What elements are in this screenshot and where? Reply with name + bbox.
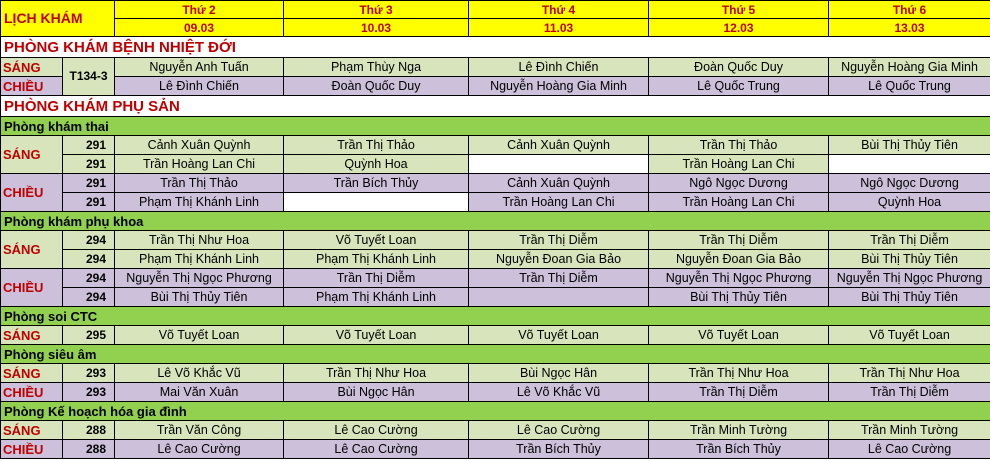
schedule-cell: Trần Thị Như Hoa [115,231,284,250]
schedule-cell: Cảnh Xuân Quỳnh [469,174,649,193]
day-date: 12.03 [649,19,829,37]
schedule-cell: Lê Cao Cường [284,440,469,459]
schedule-cell [829,155,990,174]
schedule-cell: Lê Cao Cường [829,440,990,459]
shift-label-morning: SÁNG [1,58,63,77]
schedule-cell: Cảnh Xuân Quỳnh [115,136,284,155]
schedule-cell: Lê Đình Chiến [469,58,649,77]
room-number: 291 [63,193,115,212]
subsection-row [1,345,990,364]
room-number: 295 [63,326,115,345]
schedule-cell: Nguyễn Thị Ngọc Phương [115,269,284,288]
schedule-cell: Nguyễn Đoan Gia Bảo [649,250,829,269]
schedule-cell: Trần Bích Thủy [649,440,829,459]
section-row [1,37,990,58]
schedule-cell: Nguyễn Hoàng Gia Minh [469,77,649,96]
table-row [1,155,990,174]
schedule-cell: Võ Tuyết Loan [284,231,469,250]
schedule-cell: Lê Quốc Trung [829,77,990,96]
schedule-cell: Quỳnh Hoa [829,193,990,212]
schedule-cell: Trần Thị Diễm [829,383,990,402]
section-title: PHÒNG KHÁM BỆNH NHIỆT ĐỚI [1,37,990,58]
table-row [1,77,990,96]
schedule-cell: Trần Thị Diễm [469,231,649,250]
shift-label-afternoon: CHIỀU [1,174,63,212]
section-row [1,96,990,117]
schedule-cell: Phạm Thị Khánh Linh [115,250,284,269]
room-number: 288 [63,421,115,440]
room-number: 293 [63,383,115,402]
room-number: 293 [63,364,115,383]
schedule-cell: Đoàn Quốc Duy [284,77,469,96]
schedule-title: LỊCH KHÁM [1,1,115,37]
schedule-cell: Trần Thị Như Hoa [829,364,990,383]
table-row [1,58,990,77]
schedule-cell: Trần Hoàng Lan Chi [115,155,284,174]
schedule-cell: Lê Quốc Trung [649,77,829,96]
schedule-cell: Trần Thị Diễm [829,231,990,250]
room-number: 294 [63,231,115,250]
table-row [1,250,990,269]
room-number: 288 [63,440,115,459]
schedule-cell: Trần Thị Diễm [649,231,829,250]
day-date: 11.03 [469,19,649,37]
schedule-cell: Phạm Thị Khánh Linh [284,250,469,269]
schedule-cell: Lê Cao Cường [469,421,649,440]
subsection-title: Phòng khám phụ khoa [1,212,990,231]
schedule-cell: Trần Minh Tường [829,421,990,440]
schedule-cell: Nguyễn Đoan Gia Bảo [469,250,649,269]
shift-label-morning: SÁNG [1,136,63,174]
schedule-cell: Bùi Thị Thủy Tiên [649,288,829,307]
schedule-cell: Cảnh Xuân Quỳnh [469,136,649,155]
subsection-title: Phòng Kế hoạch hóa gia đình [1,402,990,421]
day-name: Thứ 5 [649,1,829,19]
schedule-cell: Bùi Thị Thủy Tiên [829,288,990,307]
subsection-row [1,307,990,326]
shift-label-afternoon: CHIỀU [1,77,63,96]
schedule-cell: Trần Hoàng Lan Chi [469,193,649,212]
subsection-title: Phòng khám thai [1,117,990,136]
schedule-cell: Trần Thị Thảo [115,174,284,193]
schedule-cell: Lê Võ Khắc Vũ [469,383,649,402]
schedule-cell: Lê Cao Cường [284,421,469,440]
day-name: Thứ 2 [115,1,284,19]
subsection-title: Phòng soi CTC [1,307,990,326]
schedule-cell: Lê Võ Khắc Vũ [115,364,284,383]
table-row [1,231,990,250]
room-number: 291 [63,155,115,174]
subsection-title: Phòng siêu âm [1,345,990,364]
schedule-cell: Ngô Ngọc Dương [649,174,829,193]
schedule-cell [469,288,649,307]
day-date: 10.03 [284,19,469,37]
schedule-cell: Trần Thị Thảo [284,136,469,155]
table-row [1,136,990,155]
table-row [1,440,990,459]
schedule-cell: Bùi Thị Thủy Tiên [829,136,990,155]
schedule-cell: Võ Tuyết Loan [469,326,649,345]
schedule-cell: Mai Văn Xuân [115,383,284,402]
schedule-cell: Nguyễn Thị Ngọc Phương [649,269,829,288]
schedule-cell: Trần Thị Diễm [284,269,469,288]
room-number: 294 [63,250,115,269]
schedule-cell: Bùi Thị Thủy Tiên [115,288,284,307]
room-number: 291 [63,174,115,193]
schedule-cell: Đoàn Quốc Duy [649,58,829,77]
shift-label-morning: SÁNG [1,364,63,383]
room-number: T134-3 [63,58,115,96]
table-row [1,288,990,307]
section-title: PHÒNG KHÁM PHỤ SẢN [1,96,990,117]
table-row [1,174,990,193]
subsection-row [1,117,990,136]
table-row [1,383,990,402]
day-date: 13.03 [829,19,990,37]
subsection-row [1,212,990,231]
schedule-cell: Trần Thị Như Hoa [284,364,469,383]
schedule-cell: Phạm Thùy Nga [284,58,469,77]
room-number: 294 [63,269,115,288]
schedule-cell: Ngô Ngọc Dương [829,174,990,193]
schedule-cell: Bùi Thị Thủy Tiên [829,250,990,269]
day-date: 09.03 [115,19,284,37]
schedule-cell: Võ Tuyết Loan [284,326,469,345]
schedule-cell: Phạm Thị Khánh Linh [284,288,469,307]
schedule-cell: Trần Bích Thủy [469,440,649,459]
shift-label-afternoon: CHIỀU [1,383,63,402]
table-row [1,193,990,212]
schedule-cell: Bùi Ngọc Hân [284,383,469,402]
schedule-cell: Nguyễn Hoàng Gia Minh [829,58,990,77]
room-number: 294 [63,288,115,307]
schedule-cell: Trần Hoàng Lan Chi [649,155,829,174]
schedule-cell: Trần Thị Như Hoa [649,364,829,383]
schedule-cell: Phạm Thị Khánh Linh [115,193,284,212]
table-row [1,364,990,383]
header-day-row [1,1,990,19]
shift-label-morning: SÁNG [1,326,63,345]
day-name: Thứ 3 [284,1,469,19]
day-name: Thứ 6 [829,1,990,19]
schedule-cell: Trần Hoàng Lan Chi [649,193,829,212]
schedule-cell: Trần Thị Thảo [649,136,829,155]
schedule-cell: Võ Tuyết Loan [649,326,829,345]
schedule-cell: Trần Thị Diễm [469,269,649,288]
header-date-row [1,19,990,37]
schedule-cell: Nguyễn Anh Tuấn [115,58,284,77]
schedule-cell: Quỳnh Hoa [284,155,469,174]
schedule-cell: Lê Đình Chiến [115,77,284,96]
shift-label-morning: SÁNG [1,231,63,269]
schedule-cell: Trần Thị Diễm [649,383,829,402]
shift-label-morning: SÁNG [1,421,63,440]
table-row [1,421,990,440]
schedule-cell: Bùi Ngọc Hân [469,364,649,383]
schedule-cell: Trần Bích Thủy [284,174,469,193]
schedule-cell: Trần Minh Tường [649,421,829,440]
schedule-cell: Lê Cao Cường [115,440,284,459]
schedule-cell: Nguyễn Thị Ngọc Phương [829,269,990,288]
day-name: Thứ 4 [469,1,649,19]
schedule-cell: Võ Tuyết Loan [115,326,284,345]
subsection-row [1,402,990,421]
schedule-cell: Võ Tuyết Loan [829,326,990,345]
table-row [1,326,990,345]
schedule-cell [469,155,649,174]
shift-label-afternoon: CHIỀU [1,440,63,459]
room-number: 291 [63,136,115,155]
schedule-cell [284,193,469,212]
schedule-cell: Trần Văn Công [115,421,284,440]
shift-label-afternoon: CHIỀU [1,269,63,307]
table-row [1,269,990,288]
